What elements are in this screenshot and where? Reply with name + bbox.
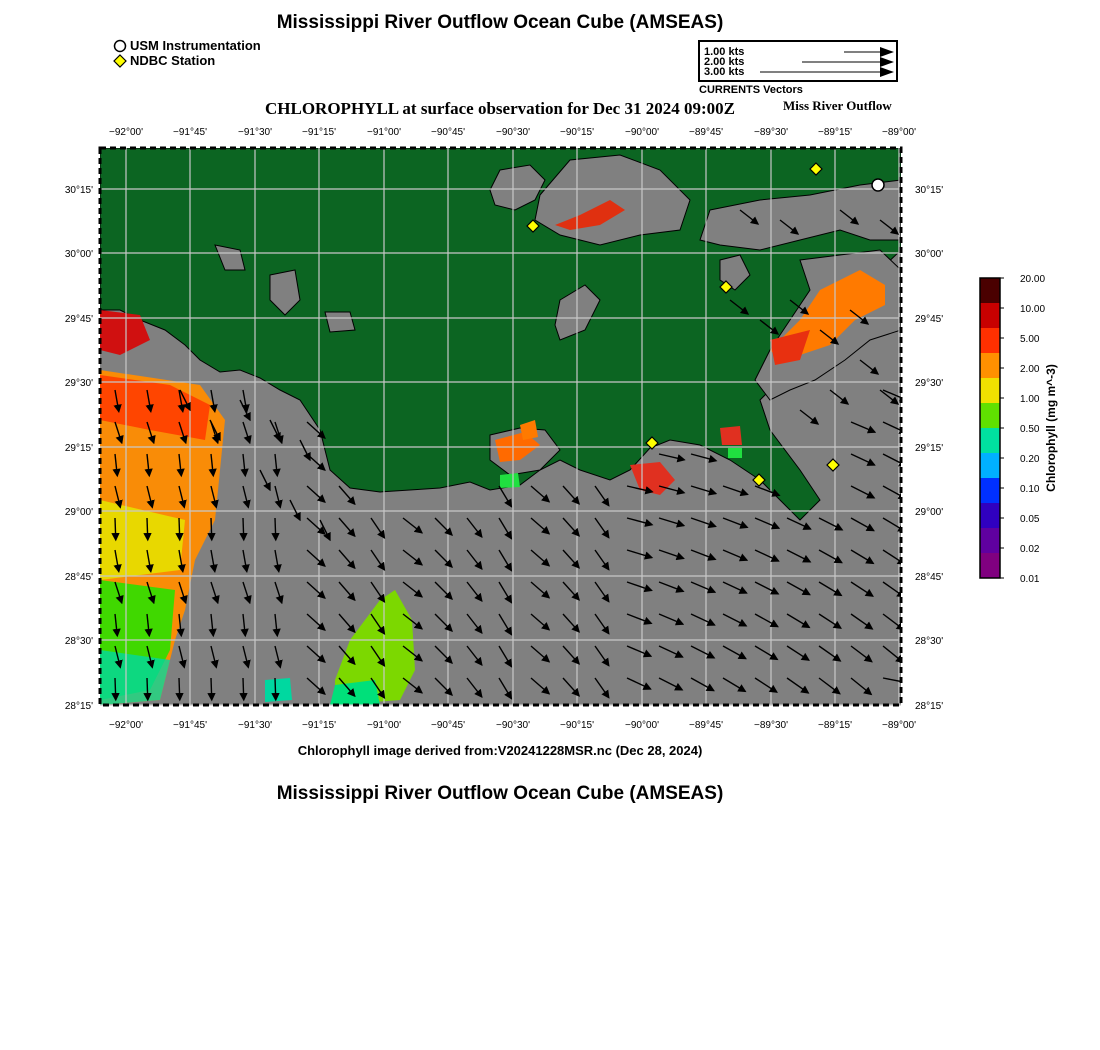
current-vector-arrow (147, 518, 148, 540)
legend-ndbc-label: NDBC Station (130, 53, 216, 68)
colorbar-label: Chlorophyll (mg m^-3) (1044, 364, 1058, 492)
currents-row-1: 1.00 kts (704, 46, 745, 58)
longitude-tick-label: −90°15' (560, 127, 594, 138)
longitude-tick-label: −89°30' (754, 720, 788, 731)
latitude-tick-label: 29°15' (64, 443, 93, 454)
longitude-tick-label: −89°00' (882, 127, 916, 138)
latitude-tick-label: 28°15' (64, 701, 93, 712)
colorbar-tick-label: 0.02 (1020, 544, 1040, 555)
latitude-tick-label: 30°00' (64, 249, 93, 260)
longitude-tick-label: −91°45' (173, 127, 207, 138)
colorbar-tick-label: 1.00 (1020, 394, 1040, 405)
longitude-tick-label: −92°00' (109, 127, 143, 138)
longitude-tick-label: −92°00' (109, 720, 143, 731)
longitude-tick-label: −90°30' (496, 127, 530, 138)
latitude-labels-right (915, 185, 943, 712)
latitude-tick-label: 28°30' (915, 636, 944, 647)
colorbar-swatch (980, 428, 1000, 454)
current-vector-arrow (179, 678, 180, 700)
current-vector-arrow (115, 678, 116, 700)
latitude-tick-label: 30°00' (915, 249, 944, 260)
longitude-tick-label: −89°00' (882, 720, 916, 731)
map-caption: Chlorophyll image derived from:V20241228MSR.nc (Dec 28, 2024) (297, 743, 703, 758)
currents-legend-title: CURRENTS Vectors (699, 84, 803, 96)
chl-terrebonne-low (500, 473, 520, 488)
longitude-tick-label: −89°45' (689, 720, 723, 731)
colorbar-swatch (980, 403, 1000, 429)
current-vector-arrow (243, 518, 244, 540)
current-vector-arrow (243, 678, 244, 700)
chl-patch-sw (265, 678, 292, 702)
colorbar-tick-label: 0.05 (1020, 514, 1040, 525)
colorbar (970, 268, 1090, 588)
current-vector-arrow (147, 678, 148, 700)
currents-row-3: 3.00 kts (704, 66, 745, 78)
colorbar-swatch (980, 303, 1000, 329)
longitude-labels-bottom (109, 720, 916, 731)
colorbar-ticks (1000, 274, 1045, 585)
colorbar-swatch (980, 503, 1000, 529)
legend-usm-label: USM Instrumentation (130, 38, 261, 53)
current-vector-arrow (211, 678, 212, 700)
chl-delta-low (728, 448, 742, 458)
colorbar-tick-label: 2.00 (1020, 364, 1040, 375)
latitude-tick-label: 29°00' (915, 507, 944, 518)
usm-instrument-marker[interactable] (872, 179, 884, 191)
colorbar-swatch (980, 453, 1000, 479)
longitude-tick-label: −90°00' (625, 720, 659, 731)
latitude-tick-label: 30°15' (915, 185, 944, 196)
longitude-tick-label: −91°00' (367, 720, 401, 731)
longitude-tick-label: −89°30' (754, 127, 788, 138)
map-title: Mississippi River Outflow Ocean Cube (AMSEAS) (276, 12, 724, 33)
latitude-tick-label: 29°30' (64, 378, 93, 389)
lake-west-3 (325, 312, 355, 332)
colorbar-tick-label: 0.20 (1020, 454, 1040, 465)
colorbar-tick-label: 0.10 (1020, 484, 1040, 495)
colorbar-swatch (980, 328, 1000, 354)
latitude-tick-label: 29°30' (915, 378, 944, 389)
longitude-tick-label: −89°15' (818, 127, 852, 138)
colorbar-tick-label: 10.00 (1020, 304, 1046, 315)
latitude-tick-label: 28°45' (64, 572, 93, 583)
longitude-tick-label: −91°00' (367, 127, 401, 138)
latitude-tick-label: 29°00' (64, 507, 93, 518)
colorbar-swatch (980, 353, 1000, 379)
longitude-tick-label: −91°15' (302, 127, 336, 138)
latitude-tick-label: 29°45' (64, 314, 93, 325)
footer-title: Mississippi River Outflow Ocean Cube (AMSEAS) (276, 783, 724, 804)
colorbar-swatch (980, 478, 1000, 504)
longitude-tick-label: −90°00' (625, 127, 659, 138)
colorbar-swatch (980, 378, 1000, 404)
longitude-tick-label: −91°30' (238, 720, 272, 731)
longitude-tick-label: −90°15' (560, 720, 594, 731)
longitude-tick-label: −89°15' (818, 720, 852, 731)
colorbar-tick-label: 5.00 (1020, 334, 1040, 345)
colorbar-swatch (980, 528, 1000, 554)
current-vector-arrow (211, 518, 212, 540)
currents-row-2: 2.00 kts (704, 56, 745, 68)
colorbar-swatch (980, 553, 1000, 579)
latitude-tick-label: 28°15' (915, 701, 944, 712)
longitude-labels-top (109, 127, 916, 138)
longitude-tick-label: −91°15' (302, 720, 336, 731)
longitude-tick-label: −90°30' (496, 720, 530, 731)
colorbar-tick-label: 0.50 (1020, 424, 1040, 435)
latitude-tick-label: 29°15' (915, 443, 944, 454)
longitude-tick-label: −91°45' (173, 720, 207, 731)
current-vector-arrow (275, 678, 276, 700)
longitude-tick-label: −89°45' (689, 127, 723, 138)
longitude-tick-label: −91°30' (238, 127, 272, 138)
colorbar-tick-label: 0.01 (1020, 574, 1040, 585)
latitude-tick-label: 28°30' (64, 636, 93, 647)
current-vector-arrow (115, 518, 116, 540)
colorbar-swatches (980, 278, 1000, 579)
longitude-tick-label: −90°45' (431, 127, 465, 138)
region-label: Miss River Outflow (783, 98, 892, 113)
colorbar-swatch (980, 278, 1000, 304)
map-subtitle: CHLOROPHYLL at surface observation for Dec 31 2024 09:00Z (265, 99, 735, 118)
latitude-tick-label: 29°45' (915, 314, 944, 325)
latitude-tick-label: 30°15' (64, 185, 93, 196)
chl-delta (720, 426, 742, 445)
current-vector-arrow (179, 518, 180, 540)
colorbar-tick-label: 20.00 (1020, 274, 1046, 285)
longitude-tick-label: −90°45' (431, 720, 465, 731)
current-vector-arrow (275, 518, 276, 540)
latitude-labels-left (65, 185, 93, 712)
latitude-tick-label: 28°45' (915, 572, 944, 583)
